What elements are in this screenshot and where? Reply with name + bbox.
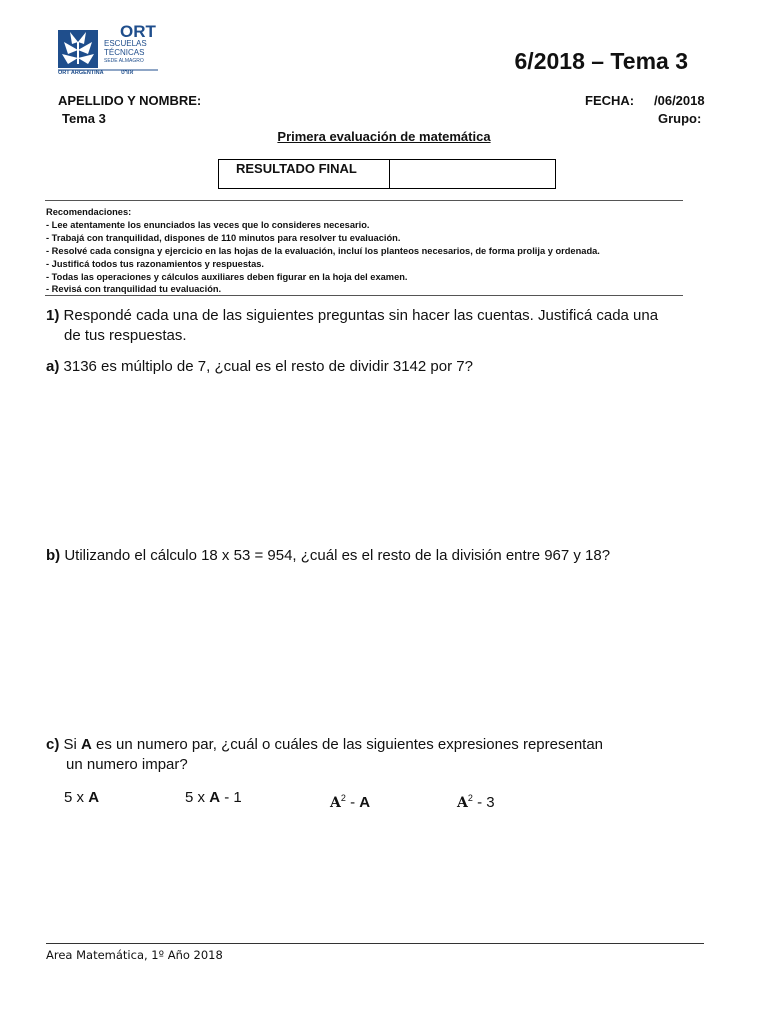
qc-post: es un numero par, ¿cuál o cuáles de las siguientes expresiones representan (96, 736, 604, 753)
result-box (218, 159, 556, 189)
logo-bottom-text: ORT ARGENTINA (58, 70, 104, 76)
recommendation-item: - Todas las operaciones y cálculos auxiliares deben figurar en la hoja del examen. (46, 271, 408, 282)
option-2 (185, 788, 242, 808)
option-4-post: - 3 (477, 794, 495, 811)
option-3-var2: A (359, 794, 371, 811)
result-label: RESULTADO FINAL (236, 161, 357, 176)
logo-line3: SEDE ALMAGRO (104, 58, 144, 64)
option-3-var: A (330, 795, 341, 811)
logo-line2: TÉCNICAS (104, 47, 145, 57)
recommendation-item: - Trabajá con tranquilidad, dispones de 110 minutos para resolver tu evaluación. (46, 232, 401, 243)
recommendation-item: - Justificá todos tus razonamientos y respuestas. (46, 258, 265, 269)
recommendations-heading: Recomendaciones: (46, 207, 132, 217)
option-3-exp: 2 (340, 793, 346, 803)
option-3-post: - (350, 794, 356, 811)
question-1 (46, 306, 658, 326)
option-1-var: A (88, 789, 100, 806)
date-label: FECHA: (585, 93, 635, 108)
recommendation-item: - Resolvé cada consigna y ejercicio en las hojas de la evaluación, incluí los planteos necesarios, de forma prolija y ordenada. (46, 245, 600, 256)
logo-line1: ESCUELAS (104, 39, 147, 48)
question-c (46, 735, 603, 755)
footer-text: Area Matemática, 1º Año 2018 (46, 948, 223, 962)
qa-text: 3136 es múltiplo de 7, ¿cual es el resto de dividir 3142 por 7? (63, 358, 473, 375)
recommendation-item: - Lee atentamente los enunciados las veces que lo consideres necesario. (46, 219, 370, 230)
qc-pre: Si (63, 736, 77, 753)
q1-text: Respondé cada una de las siguientes preguntas sin hacer las cuentas. Justificá cada una (63, 307, 659, 324)
option-2-post: - 1 (224, 789, 242, 806)
q1-text-line2: de tus respuestas. (64, 327, 187, 344)
exam-title: 6/2018 – Tema 3 (514, 48, 688, 74)
question-b (46, 546, 610, 566)
qc-label: c) (46, 736, 60, 753)
option-1-pre: 5 x (64, 789, 85, 806)
recommendations (46, 206, 600, 296)
option-4-var: A (457, 795, 468, 811)
name-label: APELLIDO Y NOMBRE: (58, 93, 202, 108)
option-4-exp: 2 (467, 793, 473, 803)
option-4 (457, 788, 495, 813)
question-a (46, 357, 473, 377)
exam-subtitle: Primera evaluación de matemática (277, 129, 491, 144)
logo-hebrew-text: אורט (120, 70, 134, 76)
option-3 (330, 788, 370, 813)
qc-line2: un numero impar? (66, 756, 188, 773)
logo-bottom-line (58, 70, 133, 76)
recommendation-item: - Revisá con tranquilidad tu evaluación. (46, 284, 222, 295)
date-value: /06/2018 (654, 93, 705, 108)
qa-label: a) (46, 358, 60, 375)
logo-ort-text: ORT (120, 22, 156, 41)
top-rule (45, 200, 683, 201)
option-2-pre: 5 x (185, 789, 206, 806)
bottom-rule (45, 295, 683, 296)
footer-rule (46, 943, 704, 944)
result-divider (389, 160, 390, 188)
ort-logo (58, 24, 158, 78)
group-label: Grupo: (658, 111, 702, 126)
tema-label: Tema 3 (62, 111, 106, 126)
logo-school-name (104, 40, 147, 66)
qb-label: b) (46, 547, 61, 564)
option-1 (64, 788, 99, 808)
qc-var: A (81, 736, 92, 753)
q1-number: 1) (46, 307, 60, 324)
qb-text: Utilizando el cálculo 18 x 53 = 954, ¿cuál es el resto de la división entre 967 y 18? (64, 547, 611, 564)
option-2-var: A (209, 789, 221, 806)
